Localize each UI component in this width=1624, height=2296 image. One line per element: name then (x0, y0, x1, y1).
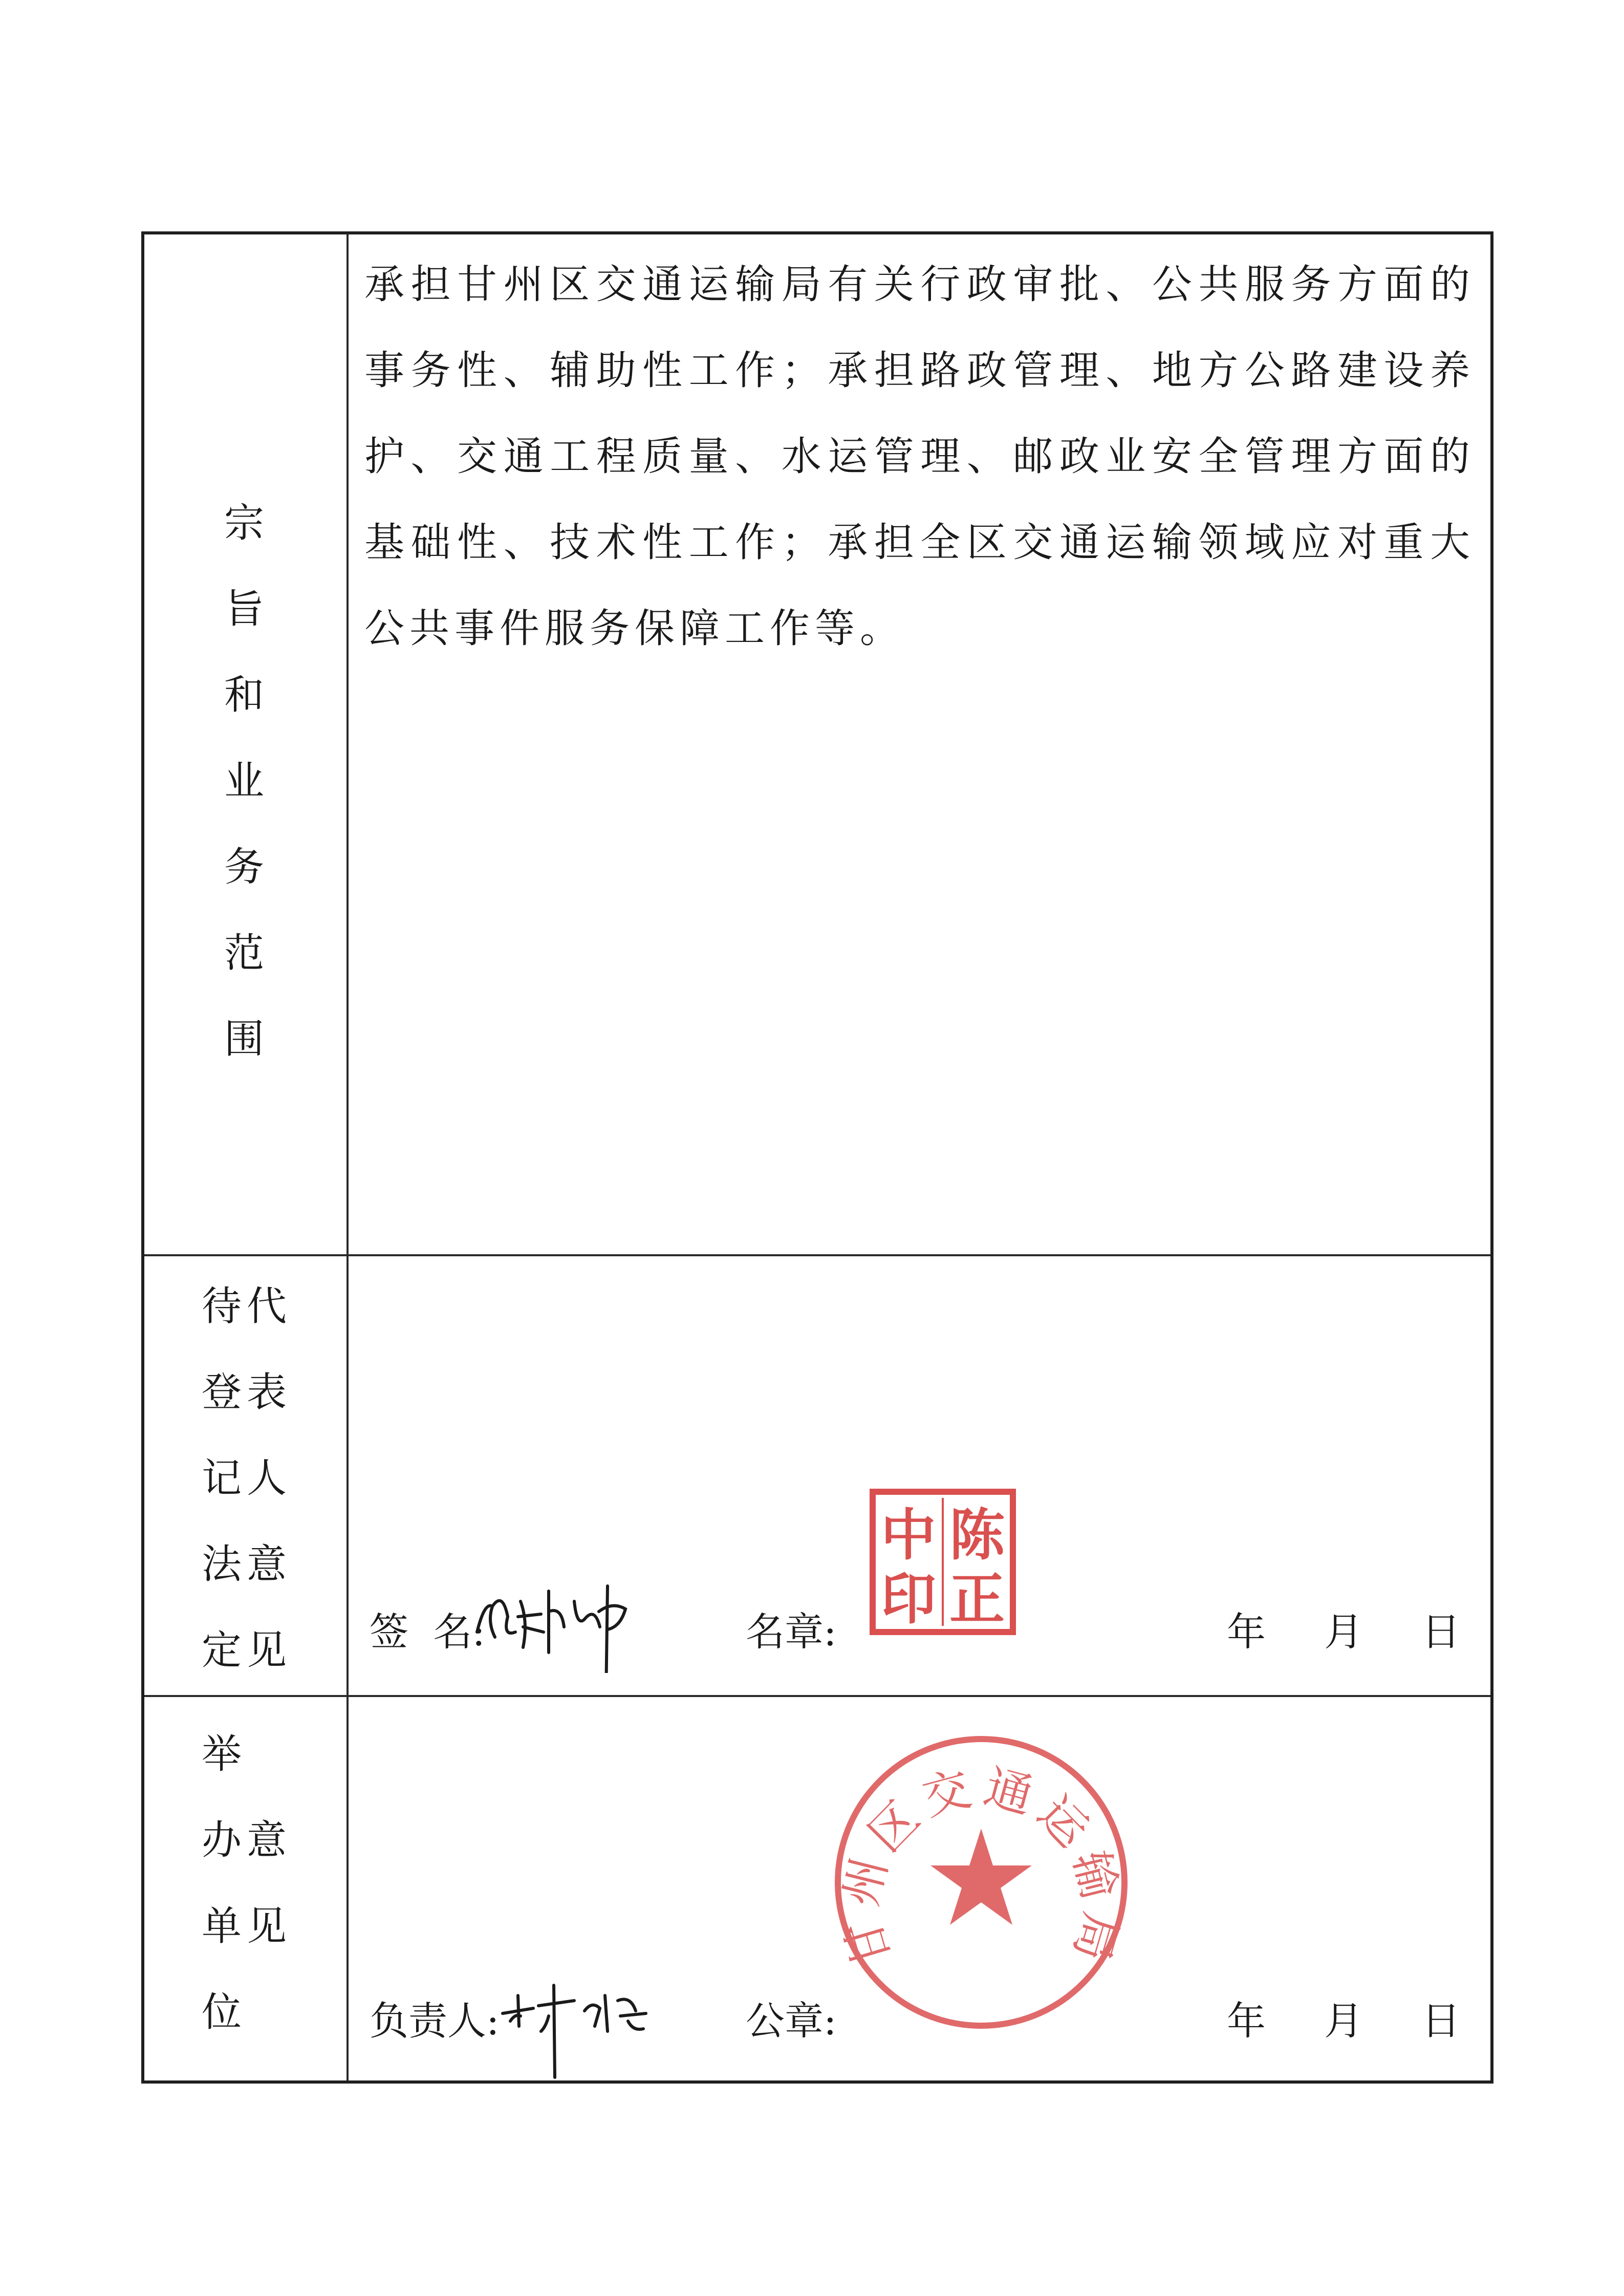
purpose-scope-label (144, 480, 344, 1082)
svg-text:中: 中 (880, 1504, 937, 1568)
svg-text:正: 正 (949, 1568, 1005, 1632)
official-seal-label: 公章: (746, 1998, 837, 2044)
label-char: 办 (201, 1817, 242, 1863)
handwritten-signature (472, 1571, 677, 1673)
label-char: 待 (201, 1283, 242, 1329)
seal-text: 甘州区交通运输局 (833, 1759, 1130, 1975)
label-char: 范 (224, 930, 264, 976)
label-char: 记 (201, 1455, 242, 1501)
label-char: 意 (246, 1817, 287, 1863)
label-char: 围 (224, 1016, 264, 1062)
label-char: 表 (246, 1369, 287, 1415)
label-char: 定 (201, 1627, 242, 1673)
month-label: 月 (1324, 1609, 1363, 1655)
signature-date (1227, 1606, 1460, 1658)
label-char: 宗 (224, 500, 264, 546)
label-char: 位 (201, 1989, 242, 2035)
day-label: 日 (1421, 1998, 1461, 2044)
official-seal-stamp (830, 1731, 1132, 2033)
label-char: 业 (224, 758, 264, 804)
sponsor-date (1227, 1995, 1460, 2047)
label-char: 单 (201, 1903, 242, 1949)
year-label: 年 (1227, 1998, 1266, 2044)
label-char: 见 (246, 1903, 287, 1949)
label-char: 举 (201, 1731, 242, 1777)
name-seal-stamp (869, 1488, 1017, 1636)
name-seal-label: 名章: (746, 1609, 837, 1655)
label-char: 人 (246, 1455, 287, 1501)
label-char: 见 (246, 1627, 287, 1673)
label-char: 务 (224, 844, 264, 890)
label-char: 意 (246, 1541, 287, 1587)
label-char: 和 (224, 672, 264, 718)
form-table (141, 231, 1493, 2084)
label-char: 代 (246, 1283, 287, 1329)
handwritten-signature (497, 1965, 666, 2083)
legal-rep-opinion-label (144, 1263, 344, 1693)
label-char: 法 (201, 1541, 242, 1587)
purpose-scope-content: 承担甘州区交通运输局有关行政审批、公共服务方面的事务性、辅助性工作；承担路政管理、地方公路建设养护、交通工程质量、水运管理、邮政业安全管理方面的基础性、技术性工作；承担全区交通运输领域应对重大公共事件服务保障工作等。 (364, 262, 1475, 652)
responsible-person-label: 负责人: (370, 1998, 500, 2044)
svg-text:陈: 陈 (949, 1504, 1005, 1568)
year-label: 年 (1227, 1609, 1266, 1655)
day-label: 日 (1421, 1609, 1461, 1655)
label-char: 旨 (224, 586, 264, 632)
signature-label: 签 名: (370, 1609, 485, 1655)
svg-text:印: 印 (880, 1568, 937, 1632)
month-label: 月 (1324, 1998, 1363, 2044)
row-divider (144, 1254, 1490, 1256)
label-char: 登 (201, 1369, 242, 1415)
sponsor-opinion-label (144, 1711, 344, 2055)
column-divider (347, 234, 349, 2080)
row-divider (144, 1695, 1490, 1697)
